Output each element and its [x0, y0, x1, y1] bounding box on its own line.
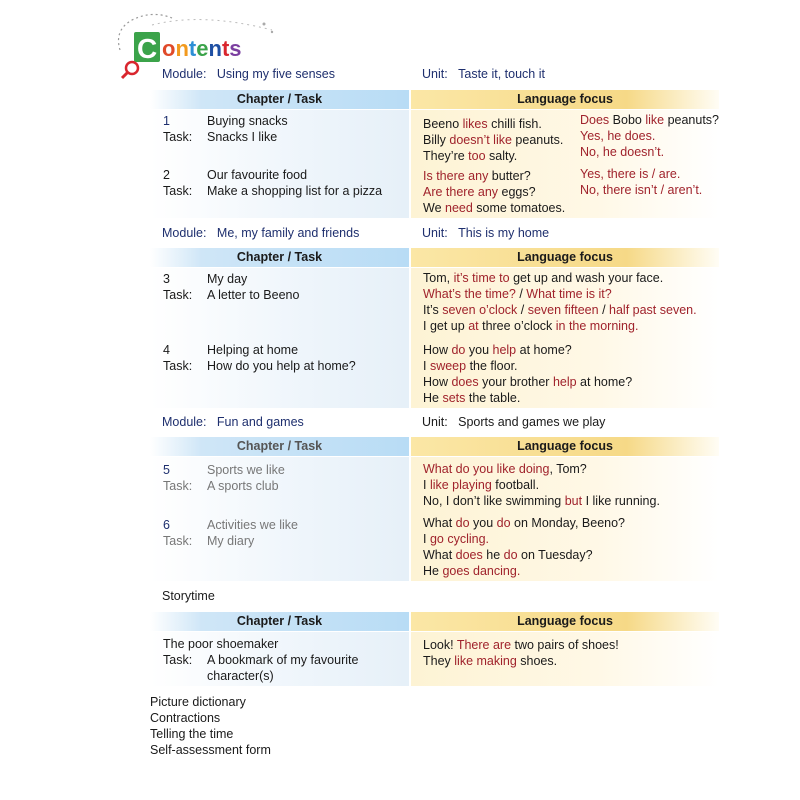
unit-name: Taste it, touch it: [458, 67, 545, 81]
bottom-item-self-assessment: Self-assessment form: [150, 743, 271, 757]
chapter-number: 4: [163, 343, 170, 357]
unit-name: Sports and games we play: [458, 415, 606, 429]
bottom-item-telling-time: Telling the time: [150, 727, 234, 741]
language-focus-header: Language focus: [411, 612, 719, 631]
module-name: Fun and games: [216, 415, 304, 429]
chapter-2-task: Make a shopping list for a pizza: [207, 184, 383, 198]
task-label: Task:: [163, 653, 193, 667]
focus-line: No, I don’t like swimming but I like running.: [423, 494, 660, 508]
language-focus-header: Language focus: [411, 90, 719, 109]
focus-line: Does Bobo like peanuts?: [580, 113, 720, 127]
story-task-line2: character(s): [207, 669, 274, 683]
chapter-6-title: Activities we like: [207, 518, 298, 532]
chapter-4-title: Helping at home: [207, 343, 299, 357]
chapter-3-title: My day: [207, 272, 248, 286]
focus-line: What does he do on Tuesday?: [423, 548, 593, 562]
chapter-task-header: Chapter / Task: [150, 437, 409, 456]
focus-line: Is there any butter?: [423, 169, 531, 183]
focus-line: He sets the table.: [423, 391, 521, 405]
story-task-line1: A bookmark of my favourite: [207, 653, 359, 667]
language-focus-header: Language focus: [411, 437, 719, 456]
chapter-task-header: Chapter / Task: [150, 90, 409, 109]
focus-line: No, he doesn’t.: [580, 145, 665, 159]
task-label: Task:: [163, 534, 193, 548]
unit-label: Unit:: [422, 226, 448, 240]
unit-line-3: [422, 415, 605, 429]
module-name: Me, my family and friends: [216, 226, 360, 240]
unit-label: Unit:: [422, 67, 448, 81]
task-label: Task:: [163, 184, 193, 198]
chapter-1-title-line: [163, 113, 170, 129]
unit-label: Unit:: [422, 415, 448, 429]
task-label: Task:: [163, 288, 193, 302]
unit-name: This is my home: [458, 226, 550, 240]
task-label: Task:: [163, 479, 193, 493]
focus-line: He goes dancing.: [423, 564, 521, 578]
chapter-task-header: Chapter / Task: [150, 248, 409, 267]
focus-line: Yes, he does.: [580, 129, 656, 143]
bottom-item-contractions: Contractions: [150, 711, 221, 725]
svg-text:C: C: [137, 33, 158, 64]
focus-line: What’s the time? / What time is it?: [423, 287, 612, 301]
chapter-1-task: Snacks I like: [207, 130, 278, 144]
focus-line: Are there any eggs?: [423, 185, 536, 199]
focus-line: I get up at three o’clock in the morning.: [423, 319, 639, 333]
focus-line: What do you do on Monday, Beeno?: [423, 516, 626, 530]
task-label: Task:: [163, 130, 193, 144]
module-line-2: [162, 226, 359, 240]
chapter-number: 5: [163, 463, 170, 477]
module-label: Module:: [162, 226, 207, 240]
bottom-item-picture-dictionary: Picture dictionary: [150, 695, 246, 709]
chapter-6-task: My diary: [207, 534, 255, 548]
chapter-number: 6: [163, 518, 170, 532]
task-label: Task:: [163, 359, 193, 373]
chapter-5-title: Sports we like: [207, 463, 285, 477]
module-name: Using my five senses: [216, 67, 336, 81]
chapter-4-task: How do you help at home?: [207, 359, 356, 373]
storytime-label: Storytime: [162, 589, 215, 603]
module-label: Module:: [162, 415, 207, 429]
focus-line: Look! There are two pairs of shoes!: [423, 638, 619, 652]
page-title: ontents: [162, 36, 242, 61]
focus-line: No, there isn’t / aren’t.: [580, 183, 703, 197]
focus-line: Tom, it’s time to get up and wash your face.: [423, 271, 664, 285]
unit-line-1: [422, 67, 545, 81]
focus-line: What do you like doing, Tom?: [423, 462, 587, 476]
module-label: Module:: [162, 67, 207, 81]
focus-line: I go cycling.: [423, 532, 490, 546]
story-title: The poor shoemaker: [163, 637, 279, 651]
chapter-3-task: A letter to Beeno: [207, 288, 300, 302]
unit-line-2: [422, 226, 549, 240]
module-line-3: [162, 415, 304, 429]
chapter-number: 3: [163, 272, 170, 286]
module-line-1: [162, 67, 335, 81]
focus-line: It’s seven o’clock / seven fifteen / half past seven.: [423, 303, 697, 317]
chapter-number: 2: [163, 168, 170, 182]
chapter-5-task: A sports club: [207, 479, 279, 493]
focus-line: They like making shoes.: [423, 654, 558, 668]
focus-line: How does your brother help at home?: [423, 375, 633, 389]
focus-line: I sweep the floor.: [423, 359, 518, 373]
focus-line: Beeno likes chilli fish.: [423, 117, 542, 131]
focus-line: Yes, there is / are.: [580, 167, 681, 181]
focus-line: I like playing football.: [423, 478, 540, 492]
focus-line: Billy doesn’t like peanuts.: [423, 133, 564, 147]
focus-line: They’re too salty.: [423, 149, 518, 163]
chapter-1-title: Buying snacks: [207, 114, 288, 128]
focus-line: We need some tomatoes.: [423, 201, 566, 215]
chapter-number: 1: [163, 114, 170, 128]
chapter-2-title: Our favourite food: [207, 168, 308, 182]
chapter-task-header: Chapter / Task: [150, 612, 409, 631]
language-focus-header: Language focus: [411, 248, 719, 267]
focus-line: How do you help at home?: [423, 343, 572, 357]
